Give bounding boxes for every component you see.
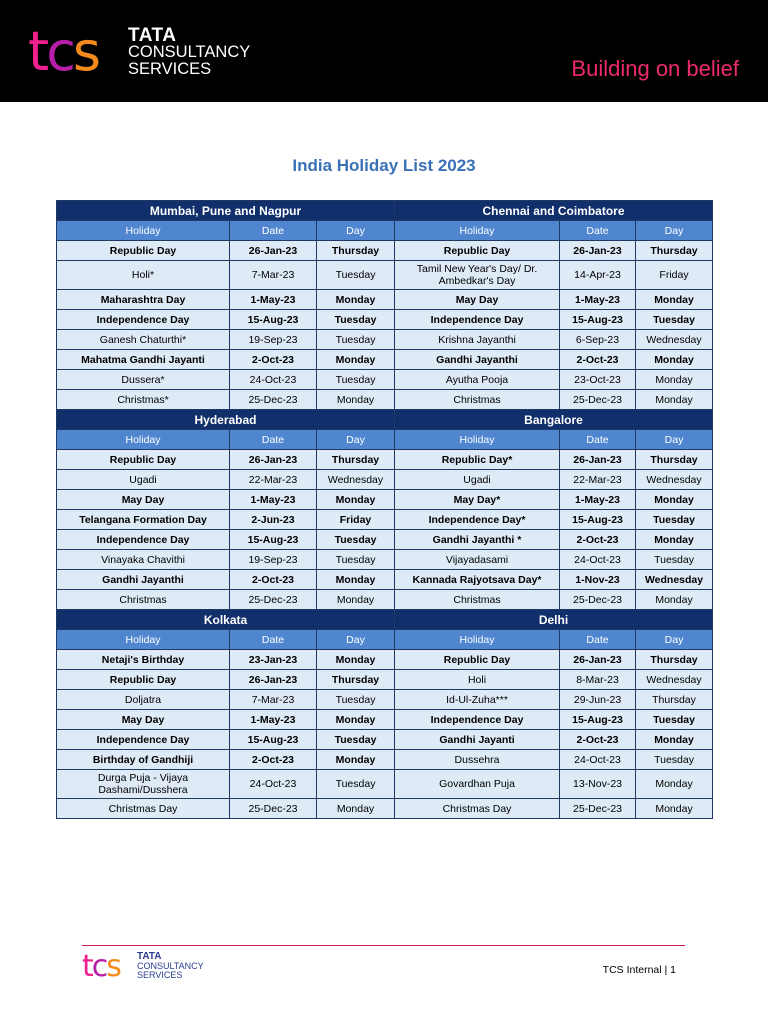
- holiday-day-cell: Monday: [317, 570, 395, 590]
- holiday-name-cell: Gandhi Jayanthi: [57, 570, 230, 590]
- holiday-date-cell: 1-May-23: [230, 490, 317, 510]
- holiday-name-cell: May Day*: [395, 490, 560, 510]
- holiday-day-cell: Monday: [317, 710, 395, 730]
- table-row: [57, 450, 713, 470]
- holiday-date-cell: 14-Apr-23: [560, 261, 636, 290]
- holiday-date-cell: 2-Oct-23: [560, 730, 636, 750]
- region-header-row: [57, 410, 713, 430]
- region-header: Mumbai, Pune and Nagpur: [57, 201, 395, 221]
- column-header-row: [57, 430, 713, 450]
- table-row: [57, 470, 713, 490]
- table-row: [57, 370, 713, 390]
- holiday-day-cell: Monday: [636, 530, 713, 550]
- holiday-day-cell: Friday: [317, 510, 395, 530]
- footer-logo-line-services: SERVICES: [137, 970, 183, 980]
- holiday-date-cell: 19-Sep-23: [230, 330, 317, 350]
- table-row: [57, 770, 713, 799]
- holiday-date-cell: 25-Dec-23: [230, 390, 317, 410]
- table-row: [57, 290, 713, 310]
- column-header-date: Date: [560, 430, 636, 450]
- holiday-name-cell: Independence Day: [395, 710, 560, 730]
- column-header-day: Day: [317, 430, 395, 450]
- region-header: Chennai and Coimbatore: [395, 201, 713, 221]
- holiday-date-cell: 15-Aug-23: [560, 510, 636, 530]
- holiday-day-cell: Monday: [317, 350, 395, 370]
- tcs-logo-mark: tcs: [28, 20, 99, 83]
- logo-line-consultancy: CONSULTANCY: [128, 43, 251, 61]
- holiday-name-cell: Christmas Day: [395, 799, 560, 819]
- holiday-name-cell: Independence Day: [57, 730, 230, 750]
- holiday-name-cell: Mahatma Gandhi Jayanti: [57, 350, 230, 370]
- holiday-name-cell: Christmas*: [57, 390, 230, 410]
- holiday-name-cell: Vinayaka Chavithi: [57, 550, 230, 570]
- holiday-day-cell: Tuesday: [636, 550, 713, 570]
- footer-logo-line-consultancy: CONSULTANCY: [137, 960, 204, 971]
- holiday-day-cell: Thursday: [636, 241, 713, 261]
- holiday-name-cell: Id-Ul-Zuha***: [395, 690, 560, 710]
- holiday-name-cell: Republic Day: [57, 450, 230, 470]
- holiday-day-cell: Thursday: [636, 650, 713, 670]
- column-header-holiday: Holiday: [57, 221, 230, 241]
- table-row: [57, 510, 713, 530]
- holiday-name-cell: Krishna Jayanthi: [395, 330, 560, 350]
- holiday-name-cell: Govardhan Puja: [395, 770, 560, 799]
- holiday-date-cell: 2-Jun-23: [230, 510, 317, 530]
- holiday-date-cell: 26-Jan-23: [230, 670, 317, 690]
- holiday-date-cell: 1-May-23: [230, 290, 317, 310]
- holiday-name-cell: Christmas: [57, 590, 230, 610]
- holiday-day-cell: Monday: [636, 590, 713, 610]
- holiday-date-cell: 26-Jan-23: [560, 650, 636, 670]
- holiday-name-cell: Telangana Formation Day: [57, 510, 230, 530]
- holiday-name-cell: Ugadi: [395, 470, 560, 490]
- holiday-day-cell: Wednesday: [636, 670, 713, 690]
- holiday-day-cell: Wednesday: [636, 330, 713, 350]
- holiday-day-cell: Tuesday: [317, 730, 395, 750]
- holiday-date-cell: 24-Oct-23: [560, 550, 636, 570]
- holiday-name-cell: Ganesh Chaturthi*: [57, 330, 230, 350]
- holiday-day-cell: Monday: [317, 390, 395, 410]
- holiday-day-cell: Monday: [636, 770, 713, 799]
- holiday-name-cell: May Day: [57, 710, 230, 730]
- region-header: Delhi: [395, 610, 713, 630]
- holiday-name-cell: Gandhi Jayanti: [395, 730, 560, 750]
- holiday-date-cell: 25-Dec-23: [560, 590, 636, 610]
- holiday-day-cell: Thursday: [317, 670, 395, 690]
- holiday-name-cell: Doljatra: [57, 690, 230, 710]
- holiday-name-cell: Republic Day: [395, 650, 560, 670]
- holiday-name-cell: Christmas: [395, 390, 560, 410]
- tagline: Building on belief: [571, 56, 739, 81]
- column-header-day: Day: [636, 221, 713, 241]
- holiday-date-cell: 13-Nov-23: [560, 770, 636, 799]
- holiday-date-cell: 25-Dec-23: [560, 799, 636, 819]
- column-header-date: Date: [230, 630, 317, 650]
- region-header: Kolkata: [57, 610, 395, 630]
- holiday-day-cell: Thursday: [636, 690, 713, 710]
- holiday-name-cell: Durga Puja - Vijaya Dashami/Dusshera: [57, 770, 230, 799]
- column-header-holiday: Holiday: [395, 630, 560, 650]
- holiday-date-cell: 24-Oct-23: [560, 750, 636, 770]
- holiday-date-cell: 22-Mar-23: [230, 470, 317, 490]
- column-header-holiday: Holiday: [395, 221, 560, 241]
- holiday-name-cell: Independence Day: [57, 530, 230, 550]
- column-header-date: Date: [560, 221, 636, 241]
- holiday-name-cell: Kannada Rajyotsava Day*: [395, 570, 560, 590]
- holiday-name-cell: Independence Day: [395, 310, 560, 330]
- footer-divider: [82, 945, 685, 946]
- table-row: [57, 710, 713, 730]
- holiday-day-cell: Monday: [636, 370, 713, 390]
- tcs-logo-text: [128, 27, 250, 78]
- table-row: [57, 590, 713, 610]
- holiday-name-cell: Christmas Day: [57, 799, 230, 819]
- holiday-day-cell: Monday: [636, 490, 713, 510]
- holiday-day-cell: Tuesday: [317, 310, 395, 330]
- footer-tcs-logo-mark: tcs: [82, 949, 120, 984]
- holiday-day-cell: Monday: [636, 390, 713, 410]
- holiday-date-cell: 24-Oct-23: [230, 370, 317, 390]
- table-row: [57, 550, 713, 570]
- holiday-name-cell: Ugadi: [57, 470, 230, 490]
- holiday-day-cell: Thursday: [317, 241, 395, 261]
- holiday-name-cell: Republic Day: [57, 670, 230, 690]
- holiday-date-cell: 26-Jan-23: [560, 241, 636, 261]
- holiday-day-cell: Wednesday: [317, 470, 395, 490]
- holiday-day-cell: Tuesday: [317, 330, 395, 350]
- holiday-date-cell: 23-Oct-23: [560, 370, 636, 390]
- column-header-holiday: Holiday: [57, 430, 230, 450]
- holiday-name-cell: Maharashtra Day: [57, 290, 230, 310]
- table-row: [57, 690, 713, 710]
- holiday-date-cell: 2-Oct-23: [230, 750, 317, 770]
- holiday-name-cell: Independence Day*: [395, 510, 560, 530]
- holiday-name-cell: Dussera*: [57, 370, 230, 390]
- holiday-name-cell: Birthday of Gandhiji: [57, 750, 230, 770]
- holiday-name-cell: Republic Day*: [395, 450, 560, 470]
- holiday-name-cell: May Day: [57, 490, 230, 510]
- column-header-holiday: Holiday: [395, 430, 560, 450]
- holiday-name-cell: Netaji's Birthday: [57, 650, 230, 670]
- holiday-table: [56, 200, 713, 819]
- holiday-name-cell: Dussehra: [395, 750, 560, 770]
- holiday-day-cell: Tuesday: [317, 550, 395, 570]
- holiday-day-cell: Monday: [636, 290, 713, 310]
- holiday-name-cell: May Day: [395, 290, 560, 310]
- holiday-date-cell: 25-Dec-23: [230, 590, 317, 610]
- holiday-name-cell: Republic Day: [57, 241, 230, 261]
- table-row: [57, 570, 713, 590]
- region-header-row: [57, 610, 713, 630]
- page-title: India Holiday List 2023: [292, 156, 476, 175]
- logo-line-tata: TATA: [128, 25, 177, 46]
- holiday-date-cell: 26-Jan-23: [560, 450, 636, 470]
- holiday-date-cell: 6-Sep-23: [560, 330, 636, 350]
- holiday-date-cell: 15-Aug-23: [560, 710, 636, 730]
- holiday-day-cell: Monday: [317, 650, 395, 670]
- holiday-day-cell: Thursday: [317, 450, 395, 470]
- holiday-name-cell: Republic Day: [395, 241, 560, 261]
- column-header-day: Day: [636, 630, 713, 650]
- holiday-day-cell: Tuesday: [636, 510, 713, 530]
- table-row: [57, 350, 713, 370]
- page-header: [0, 0, 768, 102]
- holiday-day-cell: Wednesday: [636, 570, 713, 590]
- holiday-day-cell: Monday: [317, 750, 395, 770]
- holiday-date-cell: 2-Oct-23: [560, 530, 636, 550]
- holiday-name-cell: Ayutha Pooja: [395, 370, 560, 390]
- holiday-date-cell: 1-May-23: [230, 710, 317, 730]
- table-row: [57, 750, 713, 770]
- holiday-date-cell: 7-Mar-23: [230, 690, 317, 710]
- holiday-date-cell: 22-Mar-23: [560, 470, 636, 490]
- holiday-day-cell: Tuesday: [317, 690, 395, 710]
- table-row: [57, 261, 713, 290]
- holiday-name-cell: Christmas: [395, 590, 560, 610]
- holiday-day-cell: Monday: [317, 290, 395, 310]
- table-row: [57, 670, 713, 690]
- holiday-name-cell: Independence Day: [57, 310, 230, 330]
- holiday-date-cell: 1-May-23: [560, 290, 636, 310]
- holiday-day-cell: Tuesday: [317, 770, 395, 799]
- column-header-date: Date: [230, 221, 317, 241]
- holiday-date-cell: 1-Nov-23: [560, 570, 636, 590]
- table-row: [57, 330, 713, 350]
- classification-label: TCS Internal | 1: [602, 964, 676, 976]
- column-header-holiday: Holiday: [57, 630, 230, 650]
- table-row: [57, 490, 713, 510]
- holiday-day-cell: Friday: [636, 261, 713, 290]
- holiday-date-cell: 29-Jun-23: [560, 690, 636, 710]
- table-row: [57, 241, 713, 261]
- holiday-date-cell: 15-Aug-23: [230, 530, 317, 550]
- column-header-date: Date: [230, 430, 317, 450]
- holiday-day-cell: Monday: [317, 590, 395, 610]
- table-row: [57, 650, 713, 670]
- holiday-day-cell: Wednesday: [636, 470, 713, 490]
- holiday-date-cell: 8-Mar-23: [560, 670, 636, 690]
- footer-tcs-logo-text: [137, 952, 204, 981]
- holiday-name-cell: Holi*: [57, 261, 230, 290]
- holiday-date-cell: 2-Oct-23: [560, 350, 636, 370]
- column-header-date: Date: [560, 630, 636, 650]
- column-header-day: Day: [636, 430, 713, 450]
- holiday-name-cell: Vijayadasami: [395, 550, 560, 570]
- holiday-date-cell: 26-Jan-23: [230, 241, 317, 261]
- holiday-date-cell: 2-Oct-23: [230, 350, 317, 370]
- column-header-day: Day: [317, 221, 395, 241]
- region-header-row: [57, 201, 713, 221]
- holiday-date-cell: 25-Dec-23: [560, 390, 636, 410]
- holiday-date-cell: 15-Aug-23: [230, 310, 317, 330]
- holiday-date-cell: 26-Jan-23: [230, 450, 317, 470]
- table-row: [57, 390, 713, 410]
- column-header-row: [57, 221, 713, 241]
- holiday-date-cell: 2-Oct-23: [230, 570, 317, 590]
- holiday-date-cell: 7-Mar-23: [230, 261, 317, 290]
- holiday-date-cell: 23-Jan-23: [230, 650, 317, 670]
- logo-line-services: SERVICES: [128, 60, 212, 78]
- holiday-date-cell: 24-Oct-23: [230, 770, 317, 799]
- table-row: [57, 799, 713, 819]
- holiday-date-cell: 19-Sep-23: [230, 550, 317, 570]
- holiday-day-cell: Monday: [636, 799, 713, 819]
- footer-logo-line-tata: TATA: [137, 951, 162, 962]
- holiday-day-cell: Monday: [317, 799, 395, 819]
- holiday-day-cell: Tuesday: [317, 370, 395, 390]
- holiday-day-cell: Monday: [636, 350, 713, 370]
- holiday-date-cell: 25-Dec-23: [230, 799, 317, 819]
- region-header: Hyderabad: [57, 410, 395, 430]
- holiday-day-cell: Monday: [636, 730, 713, 750]
- table-row: [57, 310, 713, 330]
- table-row: [57, 730, 713, 750]
- column-header-day: Day: [317, 630, 395, 650]
- column-header-row: [57, 630, 713, 650]
- holiday-day-cell: Tuesday: [636, 710, 713, 730]
- holiday-date-cell: 1-May-23: [560, 490, 636, 510]
- holiday-name-cell: Gandhi Jayanthi: [395, 350, 560, 370]
- holiday-name-cell: Holi: [395, 670, 560, 690]
- holiday-day-cell: Tuesday: [636, 750, 713, 770]
- holiday-day-cell: Tuesday: [636, 310, 713, 330]
- holiday-date-cell: 15-Aug-23: [230, 730, 317, 750]
- holiday-date-cell: 15-Aug-23: [560, 310, 636, 330]
- holiday-day-cell: Tuesday: [317, 261, 395, 290]
- holiday-day-cell: Monday: [317, 490, 395, 510]
- region-header: Bangalore: [395, 410, 713, 430]
- holiday-name-cell: Tamil New Year's Day/ Dr. Ambedkar's Day: [395, 261, 560, 290]
- table-row: [57, 530, 713, 550]
- holiday-day-cell: Thursday: [636, 450, 713, 470]
- holiday-day-cell: Tuesday: [317, 530, 395, 550]
- holiday-name-cell: Gandhi Jayanthi *: [395, 530, 560, 550]
